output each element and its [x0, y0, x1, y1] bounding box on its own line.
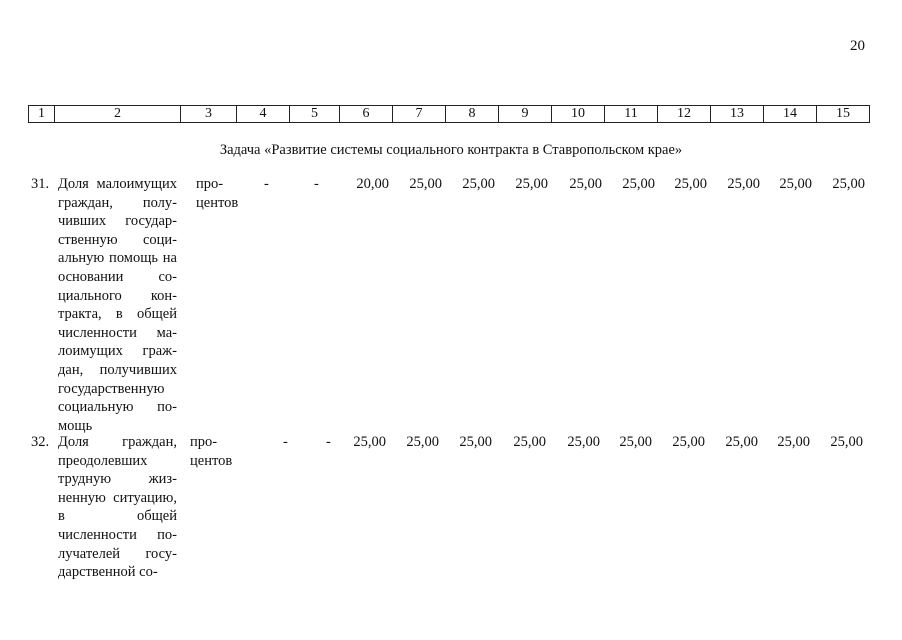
header-col-1: 1	[29, 106, 55, 123]
row-col14-value: 25,00	[779, 176, 812, 192]
row-col5-value: -	[326, 434, 331, 450]
row-col6-value: 25,00	[353, 434, 386, 450]
header-col-4: 4	[237, 106, 290, 123]
header-col-2: 2	[55, 106, 181, 123]
row-col6-value: 20,00	[356, 176, 389, 192]
row-col15-value: 25,00	[830, 434, 863, 450]
row-col8-value: 25,00	[462, 176, 495, 192]
row-col13-value: 25,00	[727, 176, 760, 192]
row-col8-value: 25,00	[459, 434, 492, 450]
row-col11-value: 25,00	[619, 434, 652, 450]
row-col9-value: 25,00	[515, 176, 548, 192]
row-col12-value: 25,00	[674, 176, 707, 192]
row-col7-value: 25,00	[409, 176, 442, 192]
header-col-12: 12	[658, 106, 711, 123]
row-unit: процентов	[196, 176, 239, 211]
header-col-6: 6	[340, 106, 393, 123]
row-number: 32.	[31, 434, 50, 450]
row-col10-value: 25,00	[569, 176, 602, 192]
row-col9-value: 25,00	[513, 434, 546, 450]
row-number: 31.	[31, 176, 50, 192]
header-col-10: 10	[552, 106, 605, 123]
row-col4-value: -	[264, 176, 269, 192]
row-col4-value: -	[283, 434, 288, 450]
header-col-7: 7	[393, 106, 446, 123]
row-description: Доля малоимущих граждан, получивших государственную социальную помощь на основании социального контракта, в общей численности малоимущих граждан, получивших государственную социальную помощь	[58, 176, 177, 434]
header-col-9: 9	[499, 106, 552, 123]
row-col11-value: 25,00	[622, 176, 655, 192]
row-col12-value: 25,00	[672, 434, 705, 450]
page-number: 20	[850, 38, 865, 54]
header-col-13: 13	[711, 106, 764, 123]
row-col15-value: 25,00	[832, 176, 865, 192]
header-col-5: 5	[290, 106, 340, 123]
header-col-14: 14	[764, 106, 817, 123]
row-col10-value: 25,00	[567, 434, 600, 450]
row-col14-value: 25,00	[777, 434, 810, 450]
row-col5-value: -	[314, 176, 319, 192]
task-title: Задача «Развитие системы социального контракта в Ставропольском крае»	[219, 142, 683, 158]
header-col-3: 3	[181, 106, 237, 123]
header-col-8: 8	[446, 106, 499, 123]
row-unit: процентов	[190, 434, 233, 469]
header-col-15: 15	[817, 106, 870, 123]
row-col13-value: 25,00	[725, 434, 758, 450]
row-description: Доля граждан, преодолевших трудную жизненную ситуацию, в общей численности получателей государственной со-	[58, 434, 177, 581]
column-number-header-table	[28, 105, 870, 123]
row-col7-value: 25,00	[406, 434, 439, 450]
header-col-11: 11	[605, 106, 658, 123]
